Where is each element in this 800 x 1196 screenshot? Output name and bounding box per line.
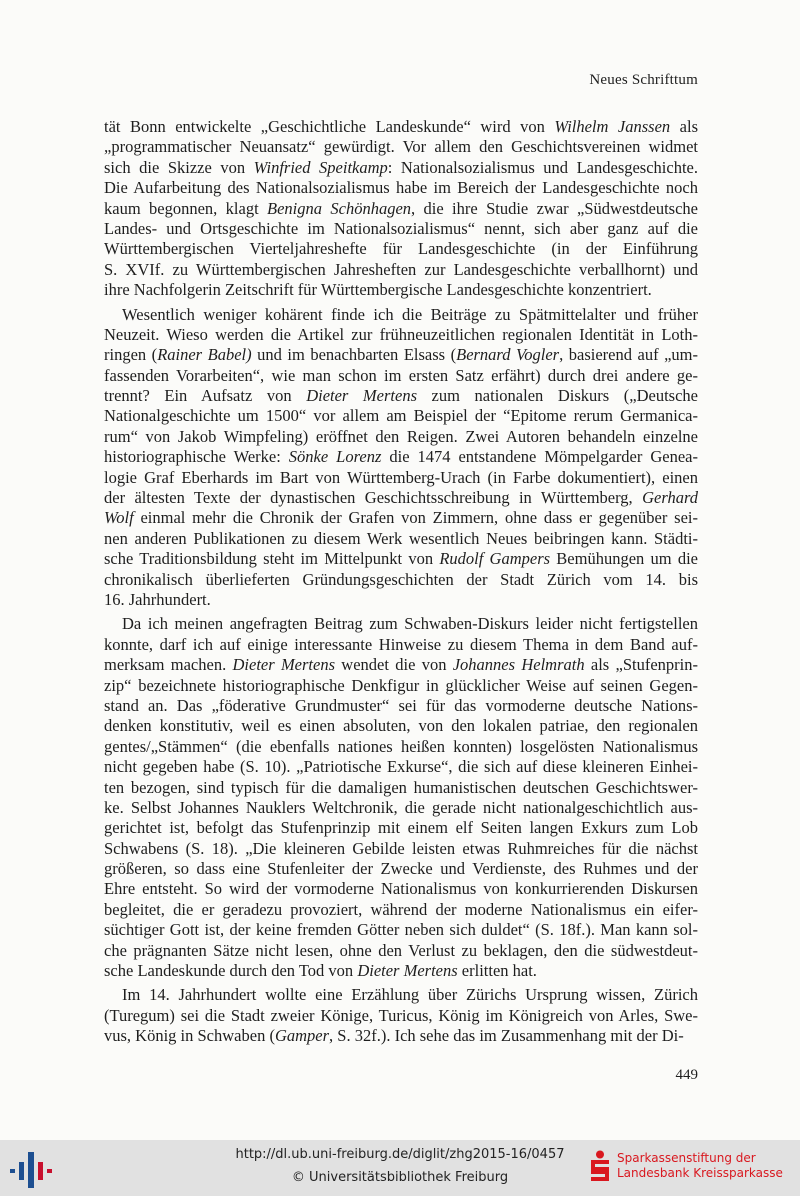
text-line: logie Graf Eberhards im Bart von Württemberg-Urach (in Farbe dokumentiert), einen xyxy=(104,467,698,487)
text-line: gentes/„Stämmen“ (die ebenfalls nationes heißen konnten) losgelösten Nationalismus xyxy=(104,736,698,756)
text-line: che prägnanten Sätze nicht lesen, ohne den Verlust zu beklagen, den die südwestdeut- xyxy=(104,940,698,960)
text-line: chronikalisch überlieferten Gründungsgeschichten der Stadt Zürich vom 14. bis xyxy=(104,569,698,589)
running-head: Neues Schrifttum xyxy=(589,72,698,88)
text-line: stand an. Das „föderative Grundmuster“ sei für das vormoderne deutsche Nations- xyxy=(104,695,698,715)
text-line: größeren, so dass eine Stufenleiter der Zwecke und Verdienste, des Ruhmes und der xyxy=(104,859,698,879)
body-text xyxy=(104,117,698,1047)
text-line: gerichtet ist, befolgt das Stufenprinzip mit einem elf Seiten langen Exkurs zum Lob xyxy=(104,818,698,838)
text-line: begleitet, die er geradezu provoziert, während der moderne Nationalismus ein eifer- xyxy=(104,899,698,919)
text-line: Wolf einmal mehr die Chronik der Grafen von Zimmern, ohne dass er gegenüber sei- xyxy=(104,508,698,528)
text-line: ke. Selbst Johannes Nauklers Weltchronik, die gerade nicht nationalgeschichtlich aus- xyxy=(104,797,698,817)
text-line: Württembergischen Vierteljahreshefte für Landesgeschichte (in der Einführung xyxy=(104,239,698,259)
text-line: denken konstitutiv, weil es einen absoluten, von den lokalen patriae, den regionalen xyxy=(104,716,698,736)
text-line: S. XVIf. zu Württembergischen Jahresheften zur Landesgeschichte verballhornt) und xyxy=(104,259,698,279)
text-line: sich die Skizze von Winfried Speitkamp: Nationalsozialismus und Landesgeschichte. xyxy=(104,157,698,177)
text-line: 16. Jahrhundert. xyxy=(104,589,211,609)
text-line: historiographische Werke: Sönke Lorenz die 1474 entstandene Mömpelgarder Genea- xyxy=(104,447,698,467)
text-line: (Turegum) sei die Stadt zweier Könige, Turicus, König im Königreich von Arles, Swe- xyxy=(104,1005,698,1025)
text-line: sche Traditionsbildung steht im Mittelpunkt von Rudolf Gampers Bemühungen um die xyxy=(104,549,698,569)
text-line: Neuzeit. Wieso werden die Artikel zur frühneuzeitlichen regionalen Identität in Loth- xyxy=(104,324,698,344)
text-line: trennt? Ein Aufsatz von Dieter Mertens zum nationalen Diskurs („Deutsche xyxy=(104,386,698,406)
text-line: rum“ von Jakob Wimpfeling) eröffnet den Reigen. Zwei Autoren behandeln einzelne xyxy=(104,426,698,446)
page-number: 449 xyxy=(675,1067,698,1083)
text-line: „programmatischer Neuansatz“ gewürdigt. Vor allem den Geschichtsvereinen widmet xyxy=(104,137,698,157)
text-line: Wesentlich weniger kohärent finde ich die Beiträge zu Spätmittelalter und früher xyxy=(122,304,698,324)
text-line: fassenden Vorarbeiten“, wie man schon im ersten Satz erfährt) durch drei andere ge- xyxy=(104,365,698,385)
text-line: merksam machen. Dieter Mertens wendet die von Johannes Helmrath als „Stufenprin- xyxy=(104,655,698,675)
text-line: kaum begonnen, klagt Benigna Schönhagen, die ihre Studie zwar „Südwestdeutsche xyxy=(104,198,698,218)
text-line: zip“ bezeichnete historiographische Denkfigur in glücklicher Weise auf seinen Gegen- xyxy=(104,675,698,695)
text-line: ringen (Rainer Babel) und im benachbarten Elsass (Bernard Vogler, basierend auf „um- xyxy=(104,345,699,365)
text-line: Da ich meinen angefragten Beitrag zum Schwaben-Diskurs leider nicht fertigstellen xyxy=(122,614,698,634)
footer-url-link[interactable]: http://dl.ub.uni-freiburg.de/diglit/zhg2015-16/0457 xyxy=(235,1147,565,1162)
text-line: ihre Nachfolgerin Zeitschrift für Württembergische Landesgeschichte konzentriert. xyxy=(104,280,652,300)
text-line: ten bezogen, sind typisch für die damaligen humanistischen deutschen Geschichtswer- xyxy=(104,777,698,797)
text-line: vus, König in Schwaben (Gamper, S. 32f.). Ich sehe das im Zusammenhang mit der Di- xyxy=(104,1026,684,1046)
text-line: Im 14. Jahrhundert wollte eine Erzählung über Zürichs Ursprung wissen, Zürich xyxy=(122,985,698,1005)
text-line: Die Aufarbeitung des Nationalsozialismus habe im Bereich der Landesgeschichte noch xyxy=(104,178,698,198)
text-line: Nationalgeschichte um 1500“ vor allem am Beispiel der “Epitome rerum Germanica- xyxy=(104,406,698,426)
sponsor-name xyxy=(617,1151,797,1181)
text-line: der ältesten Texte der dynastischen Geschichtsschreibung in Württemberg, Gerhard xyxy=(104,488,698,508)
sparkasse-logo-icon xyxy=(588,1150,612,1182)
footer-bar xyxy=(0,1140,800,1196)
text-line: konnte, darf ich auf einige interessante Hinweise zu diesem Thema in dem Band auf- xyxy=(104,634,698,654)
text-line: nicht gegeben habe (S. 10). „Patriotische Exkurse“, die sich auf diese kleineren Einhei- xyxy=(104,757,698,777)
sponsor-line-2: Landesbank Kreissparkasse xyxy=(617,1166,783,1180)
text-line: Schwabens (S. 18). „Die kleineren Gebilde leisten etwas Ruhmreiches für die nächst xyxy=(104,838,698,858)
sponsor-line-1: Sparkassenstiftung der xyxy=(617,1151,756,1165)
text-line: nen anderen Publikationen zu diesem Werk wesentlich Neues beibringen kann. Städti- xyxy=(104,528,698,548)
text-line: Ehre entsteht. So wird der vormoderne Nationalismus von konkurrierenden Diskursen xyxy=(104,879,698,899)
footer-copyright: © Universitätsbibliothek Freiburg xyxy=(291,1170,509,1185)
text-line: sche Landeskunde durch den Tod von Dieter Mertens erlitten hat. xyxy=(104,961,537,981)
text-line: Landes- und Ortsgeschichte im Nationalsozialismus“ nennt, sich aber ganz auf die xyxy=(104,218,698,238)
text-line: süchtiger Gott ist, der keine fremden Götter neben sich duldet“ (S. 18f.). Man kann sol- xyxy=(104,920,698,940)
text-line: tät Bonn entwickelte „Geschichtliche Landeskunde“ wird von Wilhelm Janssen als xyxy=(104,117,698,136)
